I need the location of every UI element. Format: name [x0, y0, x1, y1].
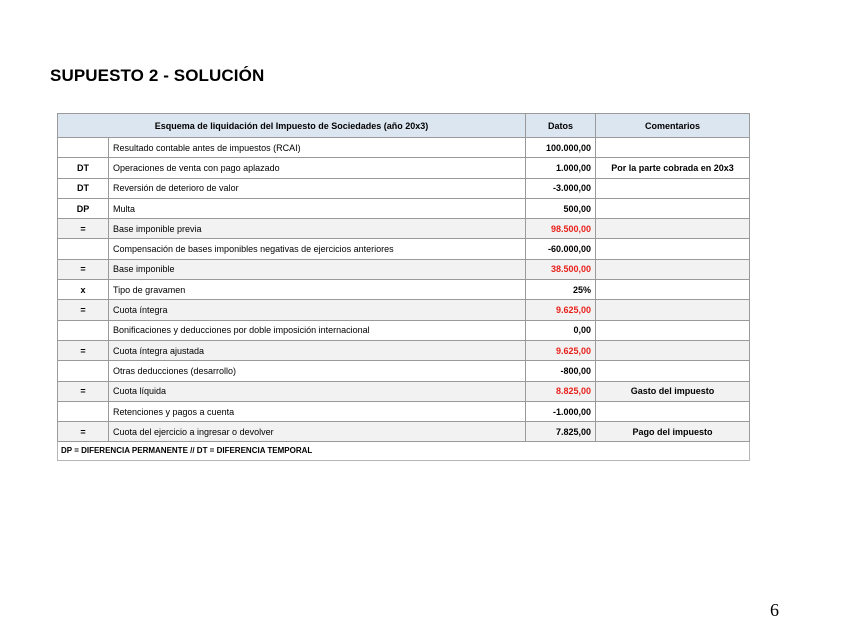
row-concept: Bonificaciones y deducciones por doble imposición internacional: [109, 320, 526, 340]
row-concept: Compensación de bases imponibles negativas de ejercicios anteriores: [109, 239, 526, 259]
row-comment: Gasto del impuesto: [596, 381, 750, 401]
row-value: -3.000,00: [526, 178, 596, 198]
row-comment: [596, 178, 750, 198]
row-concept: Tipo de gravamen: [109, 280, 526, 300]
row-comment: [596, 401, 750, 421]
row-concept: Otras deducciones (desarrollo): [109, 361, 526, 381]
table-row: [58, 158, 750, 178]
row-value: 7.825,00: [526, 422, 596, 442]
table-row: [58, 422, 750, 442]
table-row: [58, 178, 750, 198]
row-concept: Cuota íntegra: [109, 300, 526, 320]
table-row: [58, 280, 750, 300]
row-code: =: [58, 300, 109, 320]
row-concept: Cuota líquida: [109, 381, 526, 401]
row-concept: Resultado contable antes de impuestos (RCAI): [109, 138, 526, 158]
table-row: [58, 219, 750, 239]
row-code: [58, 320, 109, 340]
table-body: [58, 138, 750, 442]
table-row: [58, 401, 750, 421]
row-value: 0,00: [526, 320, 596, 340]
row-comment: [596, 219, 750, 239]
row-value: 500,00: [526, 198, 596, 218]
table-row: [58, 239, 750, 259]
row-value: -1.000,00: [526, 401, 596, 421]
row-value: 1.000,00: [526, 158, 596, 178]
row-code: =: [58, 259, 109, 279]
table-row: [58, 320, 750, 340]
table-row: [58, 198, 750, 218]
row-concept: Multa: [109, 198, 526, 218]
header-concept: Esquema de liquidación del Impuesto de Sociedades (año 20x3): [58, 114, 526, 138]
row-comment: [596, 239, 750, 259]
row-concept: Base imponible: [109, 259, 526, 279]
row-code: DT: [58, 178, 109, 198]
table-row: [58, 340, 750, 360]
footnote: DP = DIFERENCIA PERMANENTE // DT = DIFERENCIA TEMPORAL: [58, 442, 750, 461]
row-code: =: [58, 381, 109, 401]
row-code: DP: [58, 198, 109, 218]
row-comment: [596, 280, 750, 300]
row-comment: [596, 300, 750, 320]
row-value: 98.500,00: [526, 219, 596, 239]
table-row: [58, 259, 750, 279]
row-comment: [596, 198, 750, 218]
row-comment: [596, 361, 750, 381]
row-comment: [596, 138, 750, 158]
row-comment: [596, 340, 750, 360]
row-comment: [596, 259, 750, 279]
row-concept: Cuota íntegra ajustada: [109, 340, 526, 360]
row-code: [58, 138, 109, 158]
header-data: Datos: [526, 114, 596, 138]
row-value: -800,00: [526, 361, 596, 381]
page-title: SUPUESTO 2 - SOLUCIÓN: [50, 66, 265, 85]
row-value: 25%: [526, 280, 596, 300]
row-value: 8.825,00: [526, 381, 596, 401]
row-value: 100.000,00: [526, 138, 596, 158]
tax-settlement-table: [57, 113, 750, 461]
row-comment: [596, 320, 750, 340]
row-code: =: [58, 219, 109, 239]
row-comment: Pago del impuesto: [596, 422, 750, 442]
row-comment: Por la parte cobrada en 20x3: [596, 158, 750, 178]
row-concept: Operaciones de venta con pago aplazado: [109, 158, 526, 178]
row-code: =: [58, 340, 109, 360]
row-concept: Base imponible previa: [109, 219, 526, 239]
header-comment: Comentarios: [596, 114, 750, 138]
row-code: x: [58, 280, 109, 300]
row-code: DT: [58, 158, 109, 178]
row-concept: Retenciones y pagos a cuenta: [109, 401, 526, 421]
row-value: -60.000,00: [526, 239, 596, 259]
table-row: [58, 138, 750, 158]
row-value: 9.625,00: [526, 300, 596, 320]
row-value: 9.625,00: [526, 340, 596, 360]
row-value: 38.500,00: [526, 259, 596, 279]
row-code: [58, 361, 109, 381]
table-header-row: [58, 114, 750, 138]
table-row: [58, 361, 750, 381]
row-code: [58, 239, 109, 259]
table-row: [58, 381, 750, 401]
row-concept: Cuota del ejercicio a ingresar o devolver: [109, 422, 526, 442]
footnote-row: [58, 442, 750, 461]
row-code: =: [58, 422, 109, 442]
row-code: [58, 401, 109, 421]
row-concept: Reversión de deterioro de valor: [109, 178, 526, 198]
page-number: 6: [770, 600, 779, 620]
table-row: [58, 300, 750, 320]
